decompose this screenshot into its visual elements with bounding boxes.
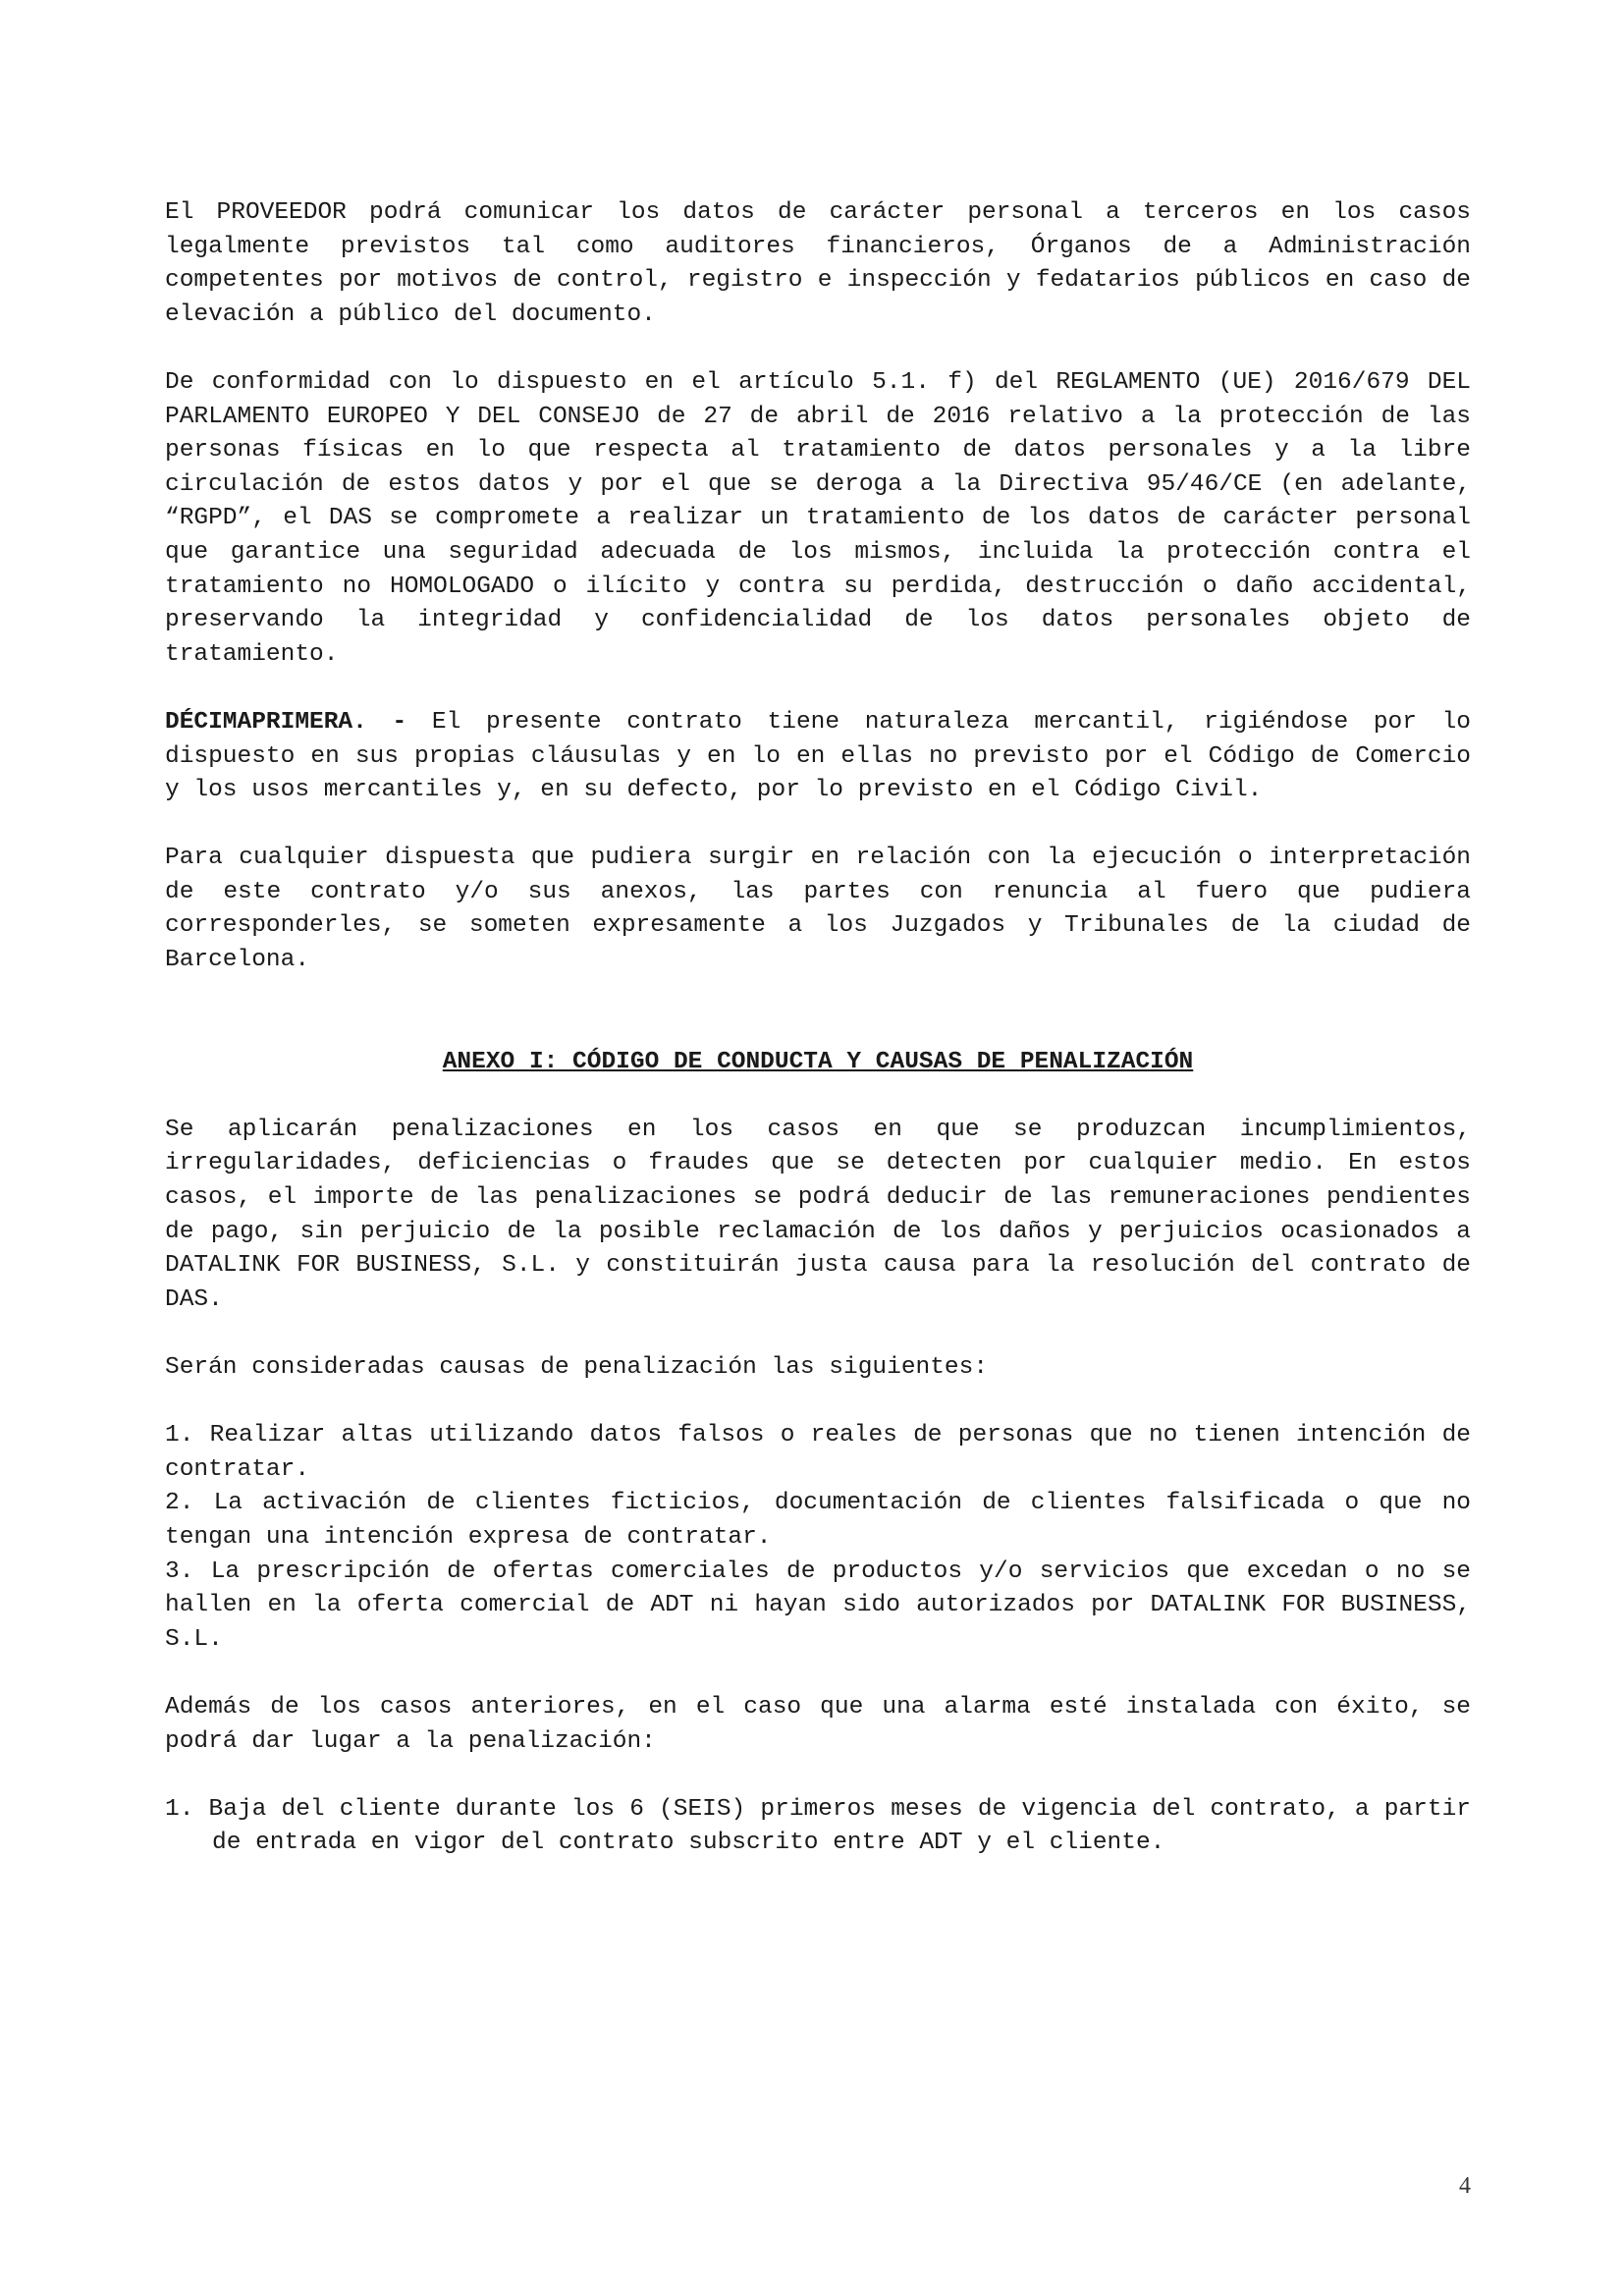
- page-number: 4: [1459, 2173, 1471, 2199]
- clause-heading: DÉCIMAPRIMERA. -: [165, 708, 407, 736]
- document-page: [165, 196, 1471, 1895]
- list-item: 1. Baja del cliente durante los 6 (SEIS) primeros meses de vigencia del contrato, a partir de entrada en vigor del contrato subscrito entre ADT y el cliente.: [165, 1795, 1471, 1857]
- additional-list: [165, 1793, 1471, 1861]
- additional-intro: Además de los casos anteriores, en el caso que una alarma esté instalada con éxito, se podrá dar lugar a la penalización:: [165, 1693, 1471, 1755]
- list-item: 1. Realizar altas utilizando datos falsos o reales de personas que no tienen intención de contratar.: [165, 1422, 1471, 1483]
- paragraph-rgpd: De conformidad con lo dispuesto en el artículo 5.1. f) del REGLAMENTO (UE) 2016/679 DEL PARLAMENTO EUROPEO Y DEL CONSEJO de 27 de abril de 2016 relativo a la protección de las personas físicas en lo que respecta al tratamiento de datos personales y a la libre circulación de estos datos y por el que se deroga a la Directiva 95/46/CE (en adelante, “RGPD”, el DAS se compromete a realizar un tratamiento de los datos de carácter personal que garantice una seguridad adecuada de los mismos, incluida la protección contra el tratamiento no HOMOLOGADO o ilícito y contra su perdida, destrucción o daño accidental, preservando la integridad y confidencialidad de los datos personales objeto de tratamiento.: [165, 368, 1471, 668]
- causes-list: [165, 1419, 1471, 1657]
- annex-intro: Se aplicarán penalizaciones en los casos en que se produzcan incumplimientos, irregularidades, deficiencias o fraudes que se detecten por cualquier medio. En estos casos, el importe de las penalizaciones se podrá deducir de las remuneraciones pendientes de pago, sin perjuicio de la posible reclamación de los daños y perjuicios ocasionados a DATALINK FOR BUSINESS, S.L. y constituirán justa causa para la resolución del contrato de DAS.: [165, 1116, 1471, 1313]
- paragraph-jurisdiction: Para cualquier dispuesta que pudiera surgir en relación con la ejecución o interpretación de este contrato y/o sus anexos, las partes con renuncia al fuero que pudiera corresponderles, se someten expresamente a los Juzgados y Tribunales de la ciudad de Barcelona.: [165, 845, 1471, 974]
- list-item: 2. La activación de clientes ficticios, documentación de clientes falsificada o que no tengan una intención expresa de contratar.: [165, 1490, 1471, 1551]
- causes-intro: Serán consideradas causas de penalización las siguientes:: [165, 1354, 989, 1381]
- paragraph-data-communication: El PROVEEDOR podrá comunicar los datos de carácter personal a terceros en los casos legalmente previstos tal como auditores financieros, Órganos de a Administración competentes por motivos de control, registro e inspección y fedatarios públicos en caso de elevación a público del documento.: [165, 199, 1471, 328]
- clause-body: El presente contrato tiene naturaleza mercantil, rigiéndose por lo dispuesto en sus propias cláusulas y en lo en ellas no previsto por el Código de Comercio y los usos mercantiles y, en su defecto, por lo previsto en el Código Civil.: [165, 708, 1471, 804]
- annex-title: ANEXO I: CÓDIGO DE CONDUCTA Y CAUSAS DE PENALIZACIÓN: [442, 1048, 1194, 1075]
- list-item: 3. La prescripción de ofertas comerciales de productos y/o servicios que excedan o no se hallen en la oferta comercial de ADT ni hayan sido autorizados por DATALINK FOR BUSINESS, S.L.: [165, 1558, 1471, 1653]
- paragraph-clause-eleventh: [165, 706, 1471, 808]
